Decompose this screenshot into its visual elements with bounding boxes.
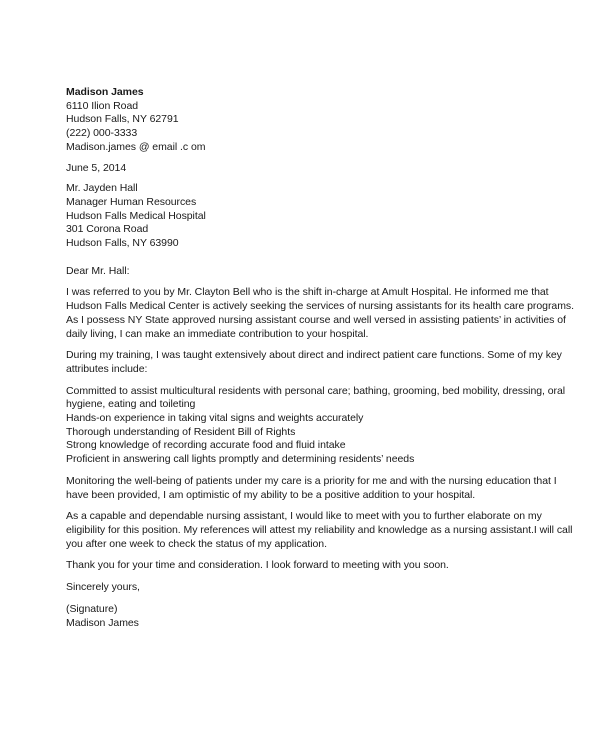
- attribute-line: Hands-on experience in taking vital signs and weights accurately: [66, 412, 364, 425]
- paragraph-thanks: Thank you for your time and consideration. I look forward to meeting with you soon.: [66, 559, 449, 572]
- closing: Sincerely yours,: [66, 581, 140, 594]
- spacer: [66, 595, 566, 603]
- spacer: [66, 251, 566, 265]
- sender-address-line2: Hudson Falls, NY 62791: [66, 113, 179, 126]
- salutation: Dear Mr. Hall:: [66, 264, 130, 277]
- paragraph-line: have been provided, I am optimistic of my ability to be a positive addition to your hospital.: [66, 488, 476, 501]
- spacer: [66, 155, 566, 162]
- paragraph-meeting-request: [66, 510, 573, 551]
- attribute-item: [66, 412, 566, 426]
- recipient-title: Manager Human Resources: [66, 195, 197, 208]
- sender-address-line1: 6110 Ilion Road: [66, 99, 139, 112]
- attribute-line: Thorough understanding of Resident Bill of Rights: [66, 425, 296, 438]
- paragraph-training: [66, 349, 566, 376]
- paragraph-line: attributes include:: [66, 362, 148, 375]
- attribute-item: [66, 439, 566, 453]
- paragraph-line: eligibility for this position. My references will attest my reliability and knowledge as a nursing assistant.I will call: [66, 523, 573, 536]
- cover-letter: [66, 86, 574, 630]
- paragraph-line: Hudson Falls Medical Center is actively seeking the services of nursing assistants for its health care programs.: [66, 300, 574, 313]
- paragraph-line: I was referred to you by Mr. Clayton Bell who is the shift in-charge at Amult Hospital. He informed me that: [66, 286, 549, 299]
- spacer: [66, 278, 566, 286]
- recipient-address-line2: Hudson Falls, NY 63990: [66, 237, 179, 250]
- sender-block: [66, 86, 566, 155]
- attribute-item: [66, 453, 566, 467]
- spacer: [66, 175, 566, 182]
- recipient-block: [66, 182, 566, 251]
- signature-placeholder: (Signature): [66, 602, 118, 615]
- attribute-item: [66, 385, 566, 412]
- attribute-item: [66, 426, 566, 440]
- spacer: [66, 502, 566, 510]
- spacer: [66, 341, 566, 349]
- spacer: [66, 573, 566, 581]
- paragraph-line: you after one week to check the status of my application.: [66, 537, 327, 550]
- paragraph-line: daily living, I can make an immediate contribution to your hospital.: [66, 327, 369, 340]
- spacer: [66, 467, 566, 475]
- paragraph-introduction: [66, 286, 574, 341]
- paragraph-line: As I possess NY State approved nursing assistant course and well versed in assisting patients’ in activities of: [66, 313, 566, 326]
- recipient-address-line1: 301 Corona Road: [66, 223, 149, 236]
- attribute-line: Strong knowledge of recording accurate food and fluid intake: [66, 439, 346, 452]
- paragraph-monitoring: [66, 475, 566, 502]
- recipient-organization: Hudson Falls Medical Hospital: [66, 209, 206, 222]
- attribute-line: Committed to assist multicultural residents with personal care; bathing, grooming, bed mobility, dressing, oral: [66, 384, 566, 397]
- signature-name: Madison James: [66, 616, 139, 629]
- paragraph-line: As a capable and dependable nursing assistant, I would like to meet with you to further elaborate on my: [66, 510, 542, 523]
- spacer: [66, 377, 566, 385]
- letter-date: June 5, 2014: [66, 161, 127, 174]
- sender-name: Madison James: [66, 86, 144, 98]
- spacer: [66, 551, 566, 559]
- recipient-name: Mr. Jayden Hall: [66, 182, 138, 195]
- attribute-line: hygiene, eating and toileting: [66, 398, 196, 411]
- paragraph-line: Monitoring the well-being of patients under my care is a priority for me and with the nursing education that I: [66, 474, 557, 487]
- paragraph-line: During my training, I was taught extensively about direct and indirect patient care functions. Some of my key: [66, 349, 562, 362]
- sender-email: Madison.james @ email .c om: [66, 140, 206, 153]
- attributes-list: [66, 385, 566, 467]
- sender-phone: (222) 000-3333: [66, 127, 138, 140]
- attribute-line: Proficient in answering call lights promptly and determining residents’ needs: [66, 453, 415, 466]
